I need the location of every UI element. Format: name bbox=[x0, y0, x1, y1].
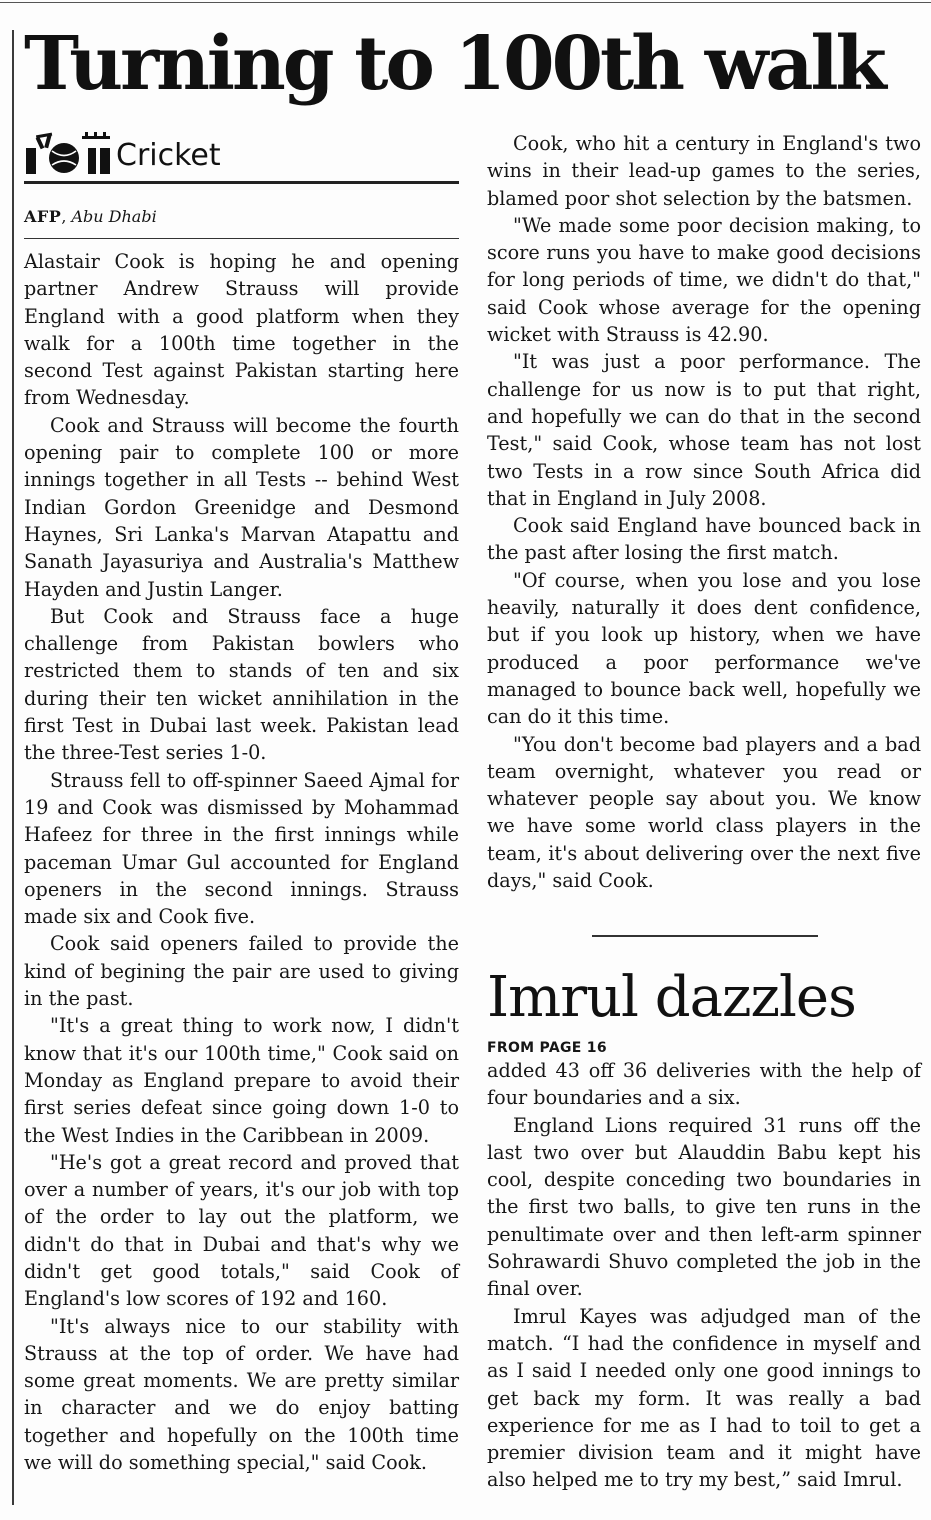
left-column bbox=[24, 248, 459, 1476]
paragraph: Cook said England have bounced back in the past after losing the first match. bbox=[487, 514, 921, 565]
paragraph: "Of course, when you lose and you lose heavily, naturally it does dent confidence, but if you look up history, when we have produced a poor performance we've managed to bounce back well, hopefully we can do it this time. bbox=[487, 568, 921, 729]
paragraph: Strauss fell to off-spinner Saeed Ajmal for 19 and Cook was dismissed by Mohammad Hafeez for three in the first innings while paceman Umar Gul accounted for England openers in the second innings. Strauss made six and Cook five. bbox=[24, 768, 459, 929]
paragraph: Cook, who hit a century in England's two wins in their lead-up games to the series, blamed poor shot selection by the batsmen. bbox=[487, 132, 921, 210]
paragraph: England Lions required 31 runs off the last two over but Alauddin Babu kept his cool, despite conceding two boundaries in the first two balls, to give ten runs in the penultimate over and then left-arm spinner Sohrawardi Shuvo completed the job in the final over. bbox=[487, 1113, 921, 1301]
paragraph: "It's a great thing to work now, I didn't know that it's our 100th time," Cook said on Monday as England prepare to avoid their first series defeat since going down 1-0 to the West Indies in the Caribbean in 2009. bbox=[24, 1014, 459, 1147]
byline-agency: AFP bbox=[24, 207, 62, 226]
paragraph: "It's always nice to our stability with Strauss at the top of order. We have had some great moments. We are pretty similar in character and we do enjoy batting together and hopefully on the 100th time we will do something special," said Cook. bbox=[24, 1314, 459, 1475]
paragraph: Cook said openers failed to provide the kind of begining the pair are used to giving in the past. bbox=[24, 932, 459, 1011]
second-story-body bbox=[487, 1057, 921, 1494]
byline-location: Abu Dhabi bbox=[71, 207, 157, 226]
main-headline: Turning to 100th walk bbox=[24, 21, 884, 107]
section-label: Cricket bbox=[116, 138, 221, 173]
paragraph: added 43 off 36 deliveries with the help of four boundaries and a six. bbox=[487, 1059, 921, 1110]
cricket-stumps-ball-icon bbox=[24, 130, 112, 176]
story-divider bbox=[592, 935, 818, 937]
paragraph: "He's got a great record and proved that over a number of years, it's our job with top of the order to lay out the platform, we didn't do that in Dubai and that's why we didn't get good totals," said Cook of England's low scores of 192 and 160. bbox=[24, 1150, 459, 1311]
paragraph: Cook and Strauss will become the fourth opening pair to complete 100 or more innings together in all Tests -- behind West Indian Gordon Greenidge and Desmond Haynes, Sri Lanka's Marvan Atapattu and Sanath Jayasuriya and Australia's Matthew Hayden and Justin Langer. bbox=[24, 413, 459, 601]
left-border-rule bbox=[12, 30, 14, 1505]
paragraph: "It was just a poor performance. The challenge for us now is to put that right, and hopefully we can do that in the second Test," said Cook, whose team has not lost two Tests in a row since South Africa did that in England in July 2008. bbox=[487, 350, 921, 510]
jump-line: FROM PAGE 16 bbox=[487, 1040, 607, 1056]
paragraph: Imrul Kayes was adjudged man of the match. “I had the confidence in myself and as I said I needed only one good innings to get back my form. It was really a bad experience for me as I had to toil to get a premier division team and it might have also helped me to try my best,” said Imrul. bbox=[487, 1304, 921, 1492]
top-rule bbox=[0, 2, 931, 3]
second-headline: Imrul dazzles bbox=[487, 965, 856, 1030]
paragraph: "We made some poor decision making, to score runs you have to make good decisions for long periods of time, we didn't do that," said Cook whose average for the opening wicket with Strauss is 42.90. bbox=[487, 213, 921, 347]
byline: AFP, Abu Dhabi bbox=[24, 204, 459, 239]
paragraph: "You don't become bad players and a bad team overnight, whatever you read or whatever people say about you. We know we have some world class players in the team, it's about delivering over the next five days," said Cook. bbox=[487, 732, 921, 893]
right-column bbox=[487, 130, 921, 894]
section-header bbox=[24, 128, 459, 184]
paragraph: But Cook and Strauss face a huge challenge from Pakistan bowlers who restricted them to stands of ten and six during their ten wicket annihilation in the first Test in Dubai last week. Pakistan lead the three-Test series 1-0. bbox=[24, 604, 459, 765]
paragraph: Alastair Cook is hoping he and opening partner Andrew Strauss will provide England with a good platform when they walk for a 100th time together in the second Test against Pakistan starting here from Wednesday. bbox=[24, 250, 459, 410]
section-rule bbox=[24, 181, 459, 184]
